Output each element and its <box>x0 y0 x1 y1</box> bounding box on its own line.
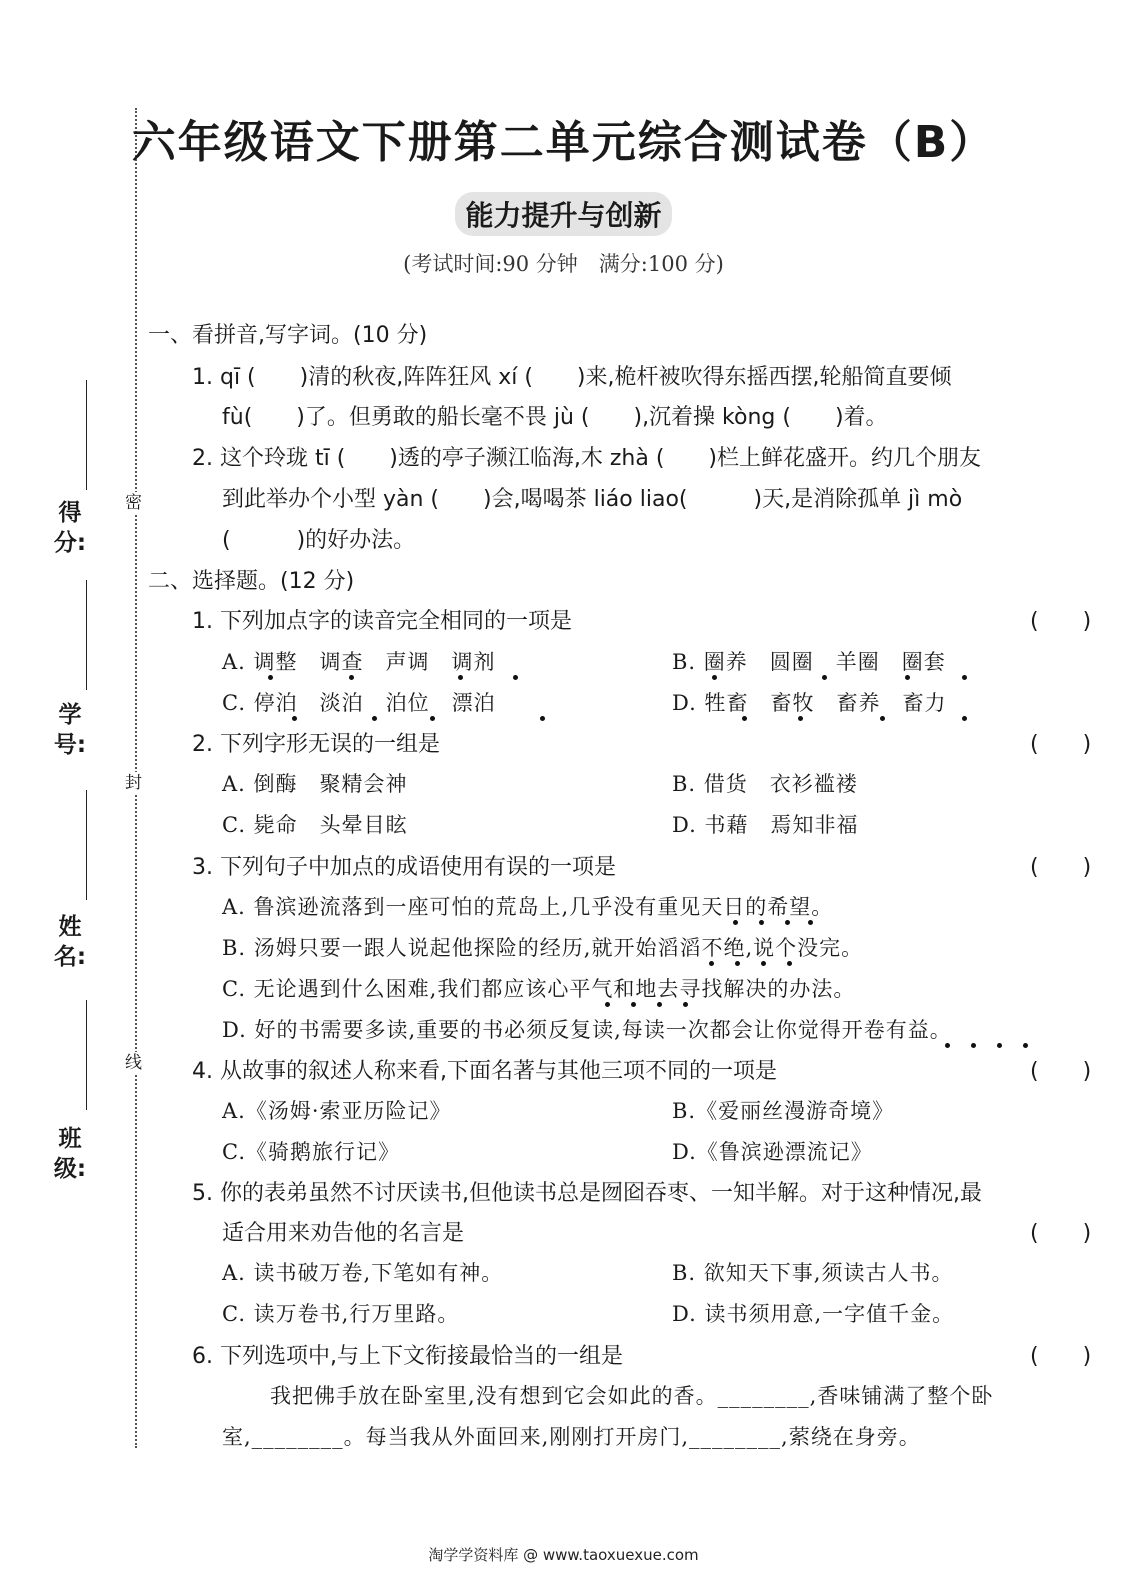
cut-mark-mi: 密 <box>125 493 142 513</box>
emphasis-dot <box>292 716 297 721</box>
emphasis-dot <box>605 1002 610 1007</box>
emphasis-dot <box>735 961 740 966</box>
emphasis-dot <box>997 1043 1002 1048</box>
q6-stem: 6. 下列选项中,与上下文衔接最恰当的一组是 <box>192 1344 623 1369</box>
emphasis-dot <box>712 675 717 680</box>
score-line <box>86 380 87 490</box>
q4-option-b: B.《爱丽丝漫游奇境》 <box>672 1099 895 1123</box>
emphasis-dot <box>808 920 813 925</box>
q3-stem: 3. 下列句子中加点的成语使用有误的一项是 <box>192 855 616 880</box>
section2-heading: 二、选择题。(12 分) <box>148 569 355 594</box>
q5-option-d: D. 读书须用意,一字值千金。 <box>672 1302 955 1326</box>
s1-line-4: 到此举办个小型 yàn ( )会,喝喝茶 liáo liao( )天,是消除孤单 jì mò <box>222 487 963 512</box>
q5-answer-paren[interactable]: ( ) <box>1030 1221 1092 1246</box>
subtitle: 能力提升与创新 <box>455 192 671 236</box>
q3-option-c: C. 无论遇到什么困难,我们都应该心平气和地去寻找解决的办法。 <box>222 977 856 1001</box>
q1-option-b: B. 圈养 圆圈 羊圈 圈套 <box>672 650 946 674</box>
emphasis-dot <box>349 675 354 680</box>
s1-line-1: 1. qī ( )清的秋夜,阵阵狂风 xí ( )来,桅杆被吹得东摇西摆,轮船简直要倾 <box>192 365 952 390</box>
q4-answer-paren[interactable]: ( ) <box>1030 1059 1092 1084</box>
cut-mark-xian: 线 <box>125 1053 142 1073</box>
q2-option-a: A. 倒酶 聚精会神 <box>222 772 408 796</box>
emphasis-dot <box>1023 1043 1028 1048</box>
emphasis-dot <box>631 1002 636 1007</box>
emphasis-dot <box>540 716 545 721</box>
emphasis-dot <box>268 675 273 680</box>
student-id-label: 学号: <box>53 702 87 758</box>
cut-mark-feng: 封 <box>125 773 142 793</box>
q5-stem-line2: 适合用来劝告他的名言是 <box>222 1221 465 1246</box>
section1-heading: 一、看拼音,写字词。(10 分) <box>148 323 428 348</box>
q5-stem-line1: 5. 你的表弟虽然不讨厌读书,但他读书总是囫囵吞枣、一知半解。对于这种情况,最 <box>192 1181 982 1206</box>
q2-answer-paren[interactable]: ( ) <box>1030 732 1092 757</box>
q4-option-d: D.《鲁滨逊漂流记》 <box>672 1140 873 1164</box>
q3-option-a: A. 鲁滨逊流落到一座可怕的荒岛上,几乎没有重见天日的希望。 <box>222 895 834 919</box>
q6-passage-line2: 室,________。每当我从外面回来,刚刚打开房门,________,萦绕在身旁。 <box>222 1425 921 1449</box>
q2-stem: 2. 下列字形无误的一组是 <box>192 732 440 757</box>
q1-option-c: C. 停泊 淡泊 泊位 漂泊 <box>222 691 496 715</box>
emphasis-dot <box>733 920 738 925</box>
footer-watermark: 淘学学资料库 @ www.taoxuexue.com <box>428 1546 699 1564</box>
s1-line-3: 2. 这个玲珑 tī ( )透的亭子濒江临海,木 zhà ( )栏上鲜花盛开。约几个朋友 <box>192 446 981 471</box>
q3-option-d: D. 好的书需要多读,重要的书必须反复读,每读一次都会让你觉得开卷有益。 <box>222 1018 952 1042</box>
q3-option-b: B. 汤姆只要一跟人说起他探险的经历,就开始滔滔不绝,说个没完。 <box>222 936 864 960</box>
emphasis-dot <box>430 716 435 721</box>
emphasis-dot <box>962 716 967 721</box>
emphasis-dot <box>458 675 463 680</box>
emphasis-dot <box>372 716 377 721</box>
page-title: 六年级语文下册第二单元综合测试卷（B） <box>131 117 996 168</box>
emphasis-dot <box>785 920 790 925</box>
q4-option-c: C.《骑鹅旅行记》 <box>222 1140 400 1164</box>
emphasis-dot <box>761 961 766 966</box>
emphasis-dot <box>787 961 792 966</box>
q6-passage-line1: 我把佛手放在卧室里,没有想到它会如此的香。________,香味铺满了整个卧 <box>270 1384 994 1408</box>
q6-answer-paren[interactable]: ( ) <box>1030 1344 1092 1369</box>
emphasis-dot <box>683 1002 688 1007</box>
emphasis-dot <box>742 716 747 721</box>
emphasis-dot <box>962 675 967 680</box>
emphasis-dot <box>709 961 714 966</box>
emphasis-dot <box>945 1043 950 1048</box>
q4-stem: 4. 从故事的叙述人称来看,下面名著与其他三项不同的一项是 <box>192 1059 777 1084</box>
score-label: 得分: <box>53 500 87 556</box>
q3-answer-paren[interactable]: ( ) <box>1030 855 1092 880</box>
q5-option-b: B. 欲知天下事,须读古人书。 <box>672 1261 954 1285</box>
class-label: 班级: <box>53 1126 87 1182</box>
q2-option-c: C. 毙命 头晕目眩 <box>222 813 408 837</box>
emphasis-dot <box>657 1002 662 1007</box>
class-line <box>86 1000 87 1110</box>
q2-option-d: D. 书藉 焉知非福 <box>672 813 859 837</box>
emphasis-dot <box>971 1043 976 1048</box>
student-id-line <box>86 580 87 690</box>
q1-option-a: A. 调整 调查 声调 调剂 <box>222 650 496 674</box>
name-label: 姓名: <box>53 914 87 970</box>
s1-line-5: ( )的好办法。 <box>222 528 416 553</box>
emphasis-dot <box>822 675 827 680</box>
emphasis-dot <box>798 716 803 721</box>
q5-option-a: A. 读书破万卷,下笔如有神。 <box>222 1261 504 1285</box>
emphasis-dot <box>513 675 518 680</box>
emphasis-dot <box>759 920 764 925</box>
name-line <box>86 790 87 900</box>
q1-stem: 1. 下列加点字的读音完全相同的一项是 <box>192 609 572 634</box>
emphasis-dot <box>880 716 885 721</box>
exam-info: (考试时间:90 分钟 满分:100 分) <box>403 252 724 276</box>
q1-option-d: D. 牲畜 畜牧 畜养 畜力 <box>672 691 947 715</box>
q5-option-c: C. 读万卷书,行万里路。 <box>222 1302 460 1326</box>
s1-line-2: fù( )了。但勇敢的船长毫不畏 jù ( ),沉着操 kòng ( )着。 <box>222 405 888 430</box>
q4-option-a: A.《汤姆·索亚历险记》 <box>222 1099 452 1123</box>
subtitle-wrap <box>0 192 1127 236</box>
q2-option-b: B. 借货 衣衫褴褛 <box>672 772 858 796</box>
q1-answer-paren[interactable]: ( ) <box>1030 609 1092 634</box>
emphasis-dot <box>905 675 910 680</box>
